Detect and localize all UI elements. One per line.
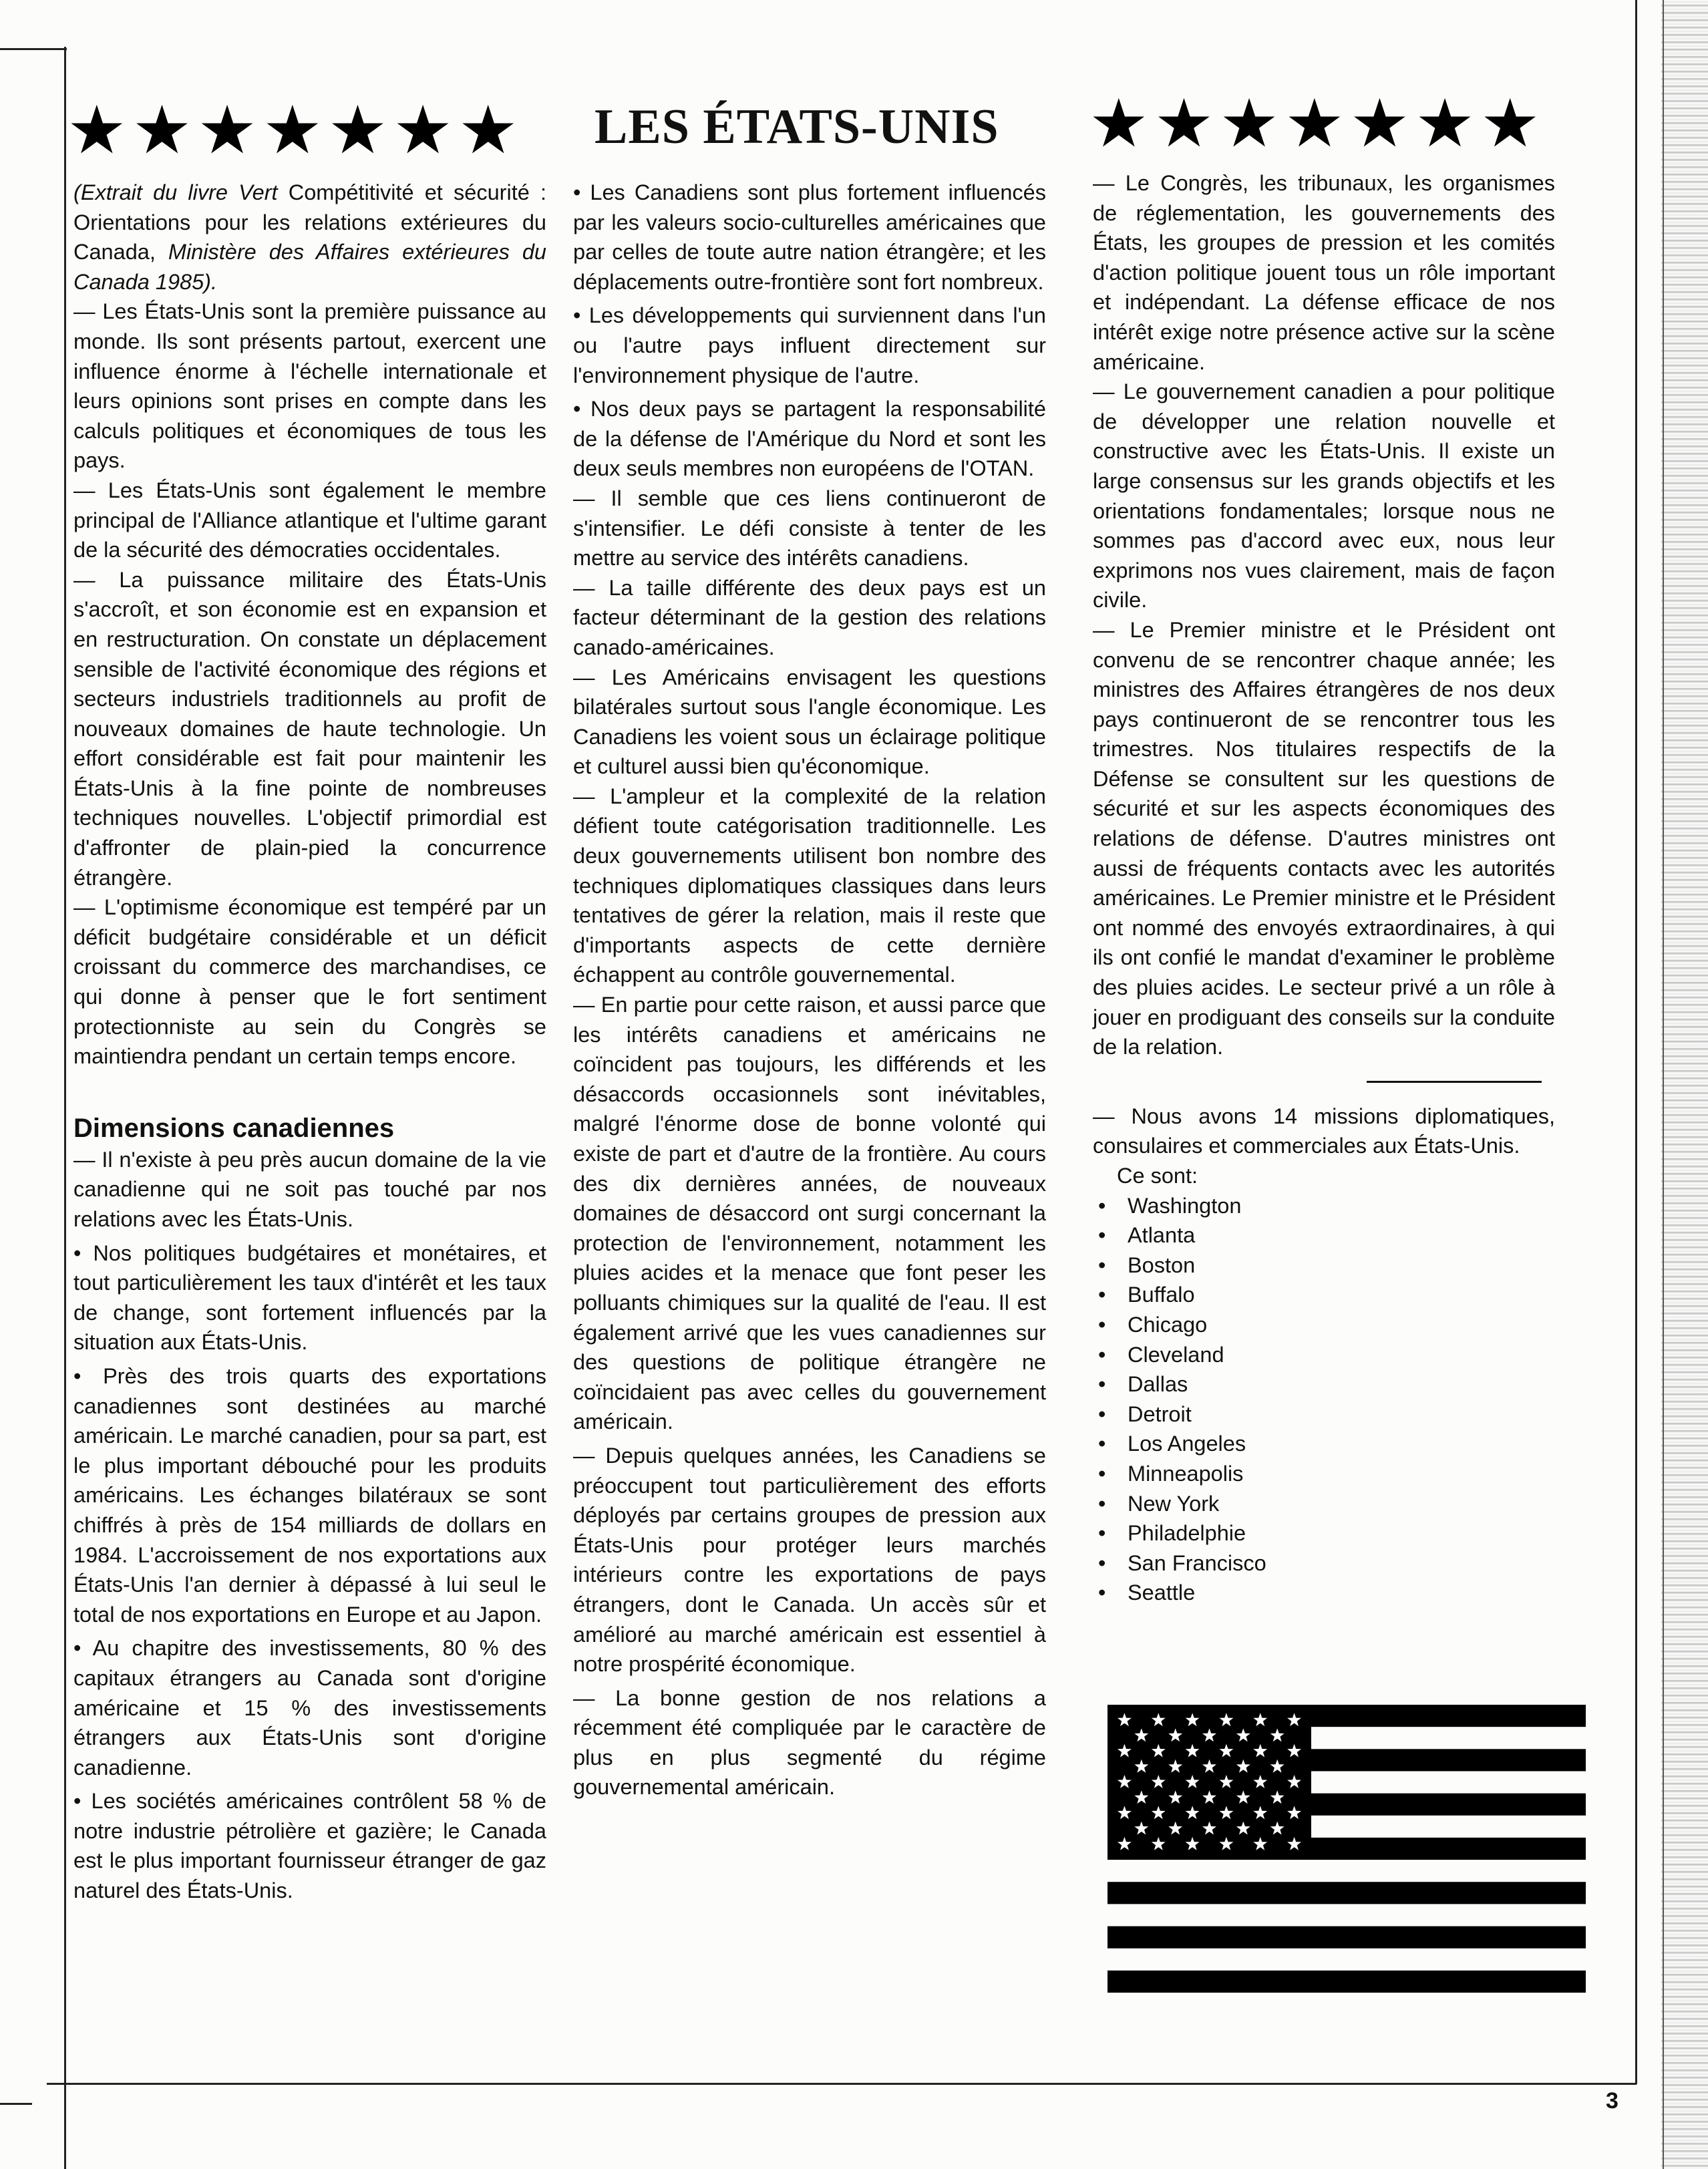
us-flag-illustration [1107, 1705, 1586, 1993]
cities-intro: Ce sont: [1117, 1164, 1198, 1188]
bullet-paragraph: • Les Canadiens sont plus fortement influencés par les valeurs socio-culturelles américaines que par celles de toute autre nation étrangère; et les déplacements outre-frontière sont fort nombreux. [573, 180, 1046, 294]
bullet-paragraph: • Nos deux pays se partagent la responsabilité de la défense de l'Amérique du Nord et sont les deux seuls membres non européens de l'OTAN. [573, 397, 1046, 481]
list-item: • Boston [1098, 1250, 1555, 1281]
flag-stripe [1107, 1882, 1586, 1904]
page-header [67, 84, 1546, 169]
bullet-paragraph: • Au chapitre des investissements, 80 % des capitaux étrangers au Canada sont d'origine américaine et 15 % des investissements étrangers aux États-Unis sont d'origine canadienne. [73, 1636, 546, 1780]
missions-paragraph: — Nous avons 14 missions diplomatiques, consulaires et commerciales aux États-Unis. [1093, 1104, 1555, 1158]
flag-stripe [1107, 1860, 1586, 1882]
list-item: • Dallas [1098, 1369, 1555, 1399]
paragraph: — En partie pour cette raison, et aussi parce que les intérêts canadiens et américains ne coïncident pas toujours, les différends et les désaccords occasionnels sont inévitables, malgré l'énorme dose de bonne volonté qui existe de part et d'autre de la frontière. Au cours des dix dernières années, de nouveaux domaines de désaccord ont surgi concernant la protection de l'environnement, notamment les pluies acides et la menace que font peser les polluants chimiques sur la qualité de l'eau. Il est également arrivé que les vues canadiennes sur des questions de politique étrangère ne coïncidaient pas avec celles du gouvernement américain. [573, 993, 1046, 1434]
paragraph: — La taille différente des deux pays est un facteur déterminant de la gestion des relations canado-américaines. [573, 575, 1046, 659]
left-margin-rule [64, 47, 66, 2169]
paragraph: — Le gouvernement canadien a pour politique de développer une relation nouvelle et constructive avec les États-Unis. Il existe un large consensus sur les grands objectifs et les orientations fondamentales; lorsque nous ne sommes pas d'accord avec eux, nous leur exprimons nos vues clairement, mais de façon civile. [1093, 379, 1555, 613]
flag-stripe [1107, 1971, 1586, 1993]
column-3 [1093, 168, 1555, 1608]
paragraph: — L'ampleur et la complexité de la relation défient toute catégorisation traditionnelle. Les deux gouvernements utilisent bon nombre des techniques diplomatiques classiques dans leurs tentatives de gérer la relation, mais il reste que d'importants aspects de cette dernière échappent au contrôle gouvernemental. [573, 784, 1046, 987]
paragraph: — Les États-Unis sont la première puissance au monde. Ils sont présents partout, exercent une influence énorme à l'échelle internationale et leurs opinions sont prises en compte dans les calculs politiques et économiques de tous les pays. [73, 299, 546, 473]
bullet-paragraph: • Les développements qui surviennent dans l'un ou l'autre pays influent directement sur l'environnement physique de l'autre. [573, 303, 1046, 387]
stars-left-decoration: ★★★★★★★ [67, 91, 524, 169]
intro-text: Compétitivité et sécurité : Orientations pour les relations extérieures du Canada, [73, 180, 546, 265]
bullet-paragraph: • Nos politiques budgétaires et monétaires, et tout particulièrement les taux d'intérêt et les taux de change, sont fortement influencés par la situation aux États-Unis. [73, 1240, 546, 1355]
stars-right-decoration: ★★★★★★★ [1089, 84, 1546, 162]
cities-list [1093, 1191, 1555, 1608]
paragraph: — La bonne gestion de nos relations a récemment été compliquée par le caractère de plus en plus segmenté du régime gouvernemental américain. [573, 1685, 1046, 1800]
paragraph: — Il semble que ces liens continueront de s'intensifier. Le défi consiste à tenter de les mettre au service des intérêts canadiens. [573, 486, 1046, 570]
list-item: • Detroit [1098, 1399, 1555, 1430]
list-item: • Philadelphie [1098, 1518, 1555, 1548]
paragraph: — Il n'existe à peu près aucun domaine de la vie canadienne qui ne soit pas touché par nos relations avec les États-Unis. [73, 1147, 546, 1231]
column-1 [73, 178, 546, 1906]
list-item: • Cleveland [1098, 1340, 1555, 1370]
paragraph: — La puissance militaire des États-Unis s'accroît, et son économie est en expansion et en restructuration. On constate un déplacement sensible de l'activité économique des régions et secteurs industriels traditionnels au profit de nouveaux domaines de haute technologie. Un effort considérable est fait pour maintenir les États-Unis à la fine pointe de nombreuses techniques nouvelles. L'objectif primordial est d'affronter de plain-pied la concurrence étrangère. [73, 567, 546, 890]
frame-bottom-rule [47, 2083, 1637, 2085]
list-item: • New York [1098, 1489, 1555, 1519]
list-item: • Chicago [1098, 1310, 1555, 1340]
list-item: • Washington [1098, 1191, 1555, 1221]
binding-edge [1661, 0, 1708, 2169]
intro-italic-2: Ministère des Affaires extérieures du Canada 1985). [73, 240, 546, 294]
list-item: • Atlanta [1098, 1220, 1555, 1250]
section-heading: Dimensions canadiennes [73, 1113, 395, 1143]
divider-rule [1367, 1081, 1542, 1083]
intro-note [73, 178, 546, 297]
list-item: • Seattle [1098, 1578, 1555, 1608]
intro-italic-1: (Extrait du livre Vert [73, 180, 278, 204]
list-item: • Minneapolis [1098, 1459, 1555, 1489]
bullet-paragraph: • Près des trois quarts des exportations canadiennes sont destinées au marché américain. Le marché canadien, pour sa part, est le plus important débouché pour les produits américains. Les échanges bilatéraux se sont chiffrés à près de 154 milliards de dollars en 1984. L'accroissement de nos exportations aux États-Unis l'an dernier à dépassé à lui seul le total de nos exportations en Europe et au Japon. [73, 1363, 546, 1627]
flag-stripe [1107, 1904, 1586, 1927]
paragraph: — Depuis quelques années, les Canadiens se préoccupent tout particulièrement des efforts déployés par certains groupes de pression aux États-Unis pour protéger leurs marchés intérieurs contre les exportations de pays étrangers, dont le Canada. Un accès sûr et amélioré au marché américain est essentiel à notre prospérité économique. [573, 1443, 1046, 1677]
frame-top-rule [0, 48, 67, 50]
frame-right-rule [1635, 0, 1637, 2084]
list-item: • San Francisco [1098, 1548, 1555, 1578]
paragraph: — Les Américains envisagent les questions bilatérales surtout sous l'angle économique. Les Canadiens les voient sous un éclairage politique et culturel aussi bien qu'économique. [573, 665, 1046, 779]
binding-line [1663, 0, 1664, 2169]
margin-tick [0, 2103, 32, 2105]
page-number: 3 [1606, 2088, 1618, 2114]
list-item: • Los Angeles [1098, 1429, 1555, 1459]
page-title: LES ÉTATS-UNIS [594, 100, 999, 154]
paragraph: — L'optimisme économique est tempéré par un déficit budgétaire considérable et un déficit croissant du commerce des marchandises, ce qui donne à penser que le fort sentiment protectionniste au sein du Congrès se maintiendra pendant un certain temps encore. [73, 895, 546, 1069]
bullet-paragraph: • Les sociétés américaines contrôlent 58 % de notre industrie pétrolière et gazière; le Canada est le plus important fournisseur étranger de gaz naturel des États-Unis. [73, 1789, 546, 1903]
flag-stripe [1107, 1927, 1586, 1949]
column-2 [573, 178, 1046, 1802]
paragraph: — Les États-Unis sont également le membre principal de l'Alliance atlantique et l'ultime garant de la sécurité des démocraties occidentales. [73, 478, 546, 562]
list-item: • Buffalo [1098, 1280, 1555, 1310]
flag-stripe [1107, 1949, 1586, 1971]
paragraph: — Le Premier ministre et le Président ont convenu de se rencontrer chaque année; les ministres des Affaires étrangères de nos deux pays continueront de se rencontrer tous les trimestres. Nos titulaires respectifs de la Défense se consultent sur les questions de sécurité et sur les aspects économiques des relations de défense. D'autres ministres ont aussi de fréquents contacts avec les autorités américaines. Le Premier ministre et le Président ont nommé des envoyés extraordinaires, à qui ils ont confié le mandat d'examiner le problème des pluies acides. Le secteur privé a un rôle à jouer en prodiguant des conseils sur la conduite de la relation. [1093, 617, 1555, 1059]
paragraph: — Le Congrès, les tribunaux, les organismes de réglementation, les gouvernements des États, les groupes de pression et les comités d'action politique jouent tous un rôle important et indépendant. La défense efficace de nos intérêt exige notre présence active sur la scène américaine. [1093, 171, 1555, 374]
